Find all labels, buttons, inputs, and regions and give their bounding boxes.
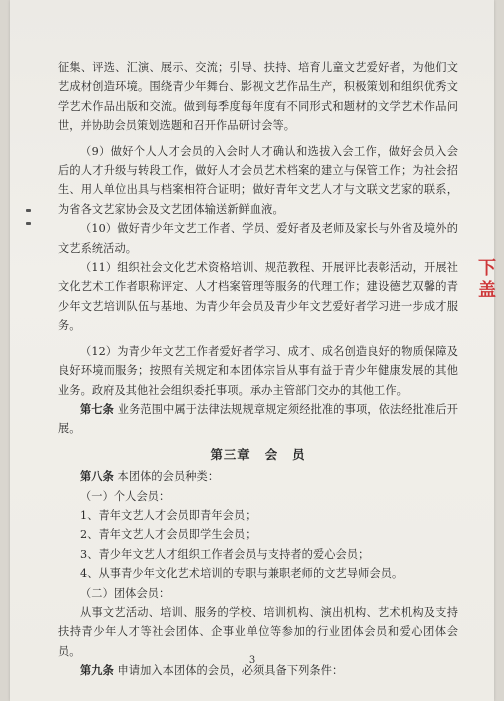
membership-type-group: （二）团体会员： xyxy=(80,586,171,600)
document-page xyxy=(10,0,494,701)
article-7-text: 业务范围中属于法律法规规章规定须经批准的事项，依法经批准后开展。 xyxy=(58,402,458,436)
list-item: 4、从事青少年文化艺术培训的专职与兼职老师的文艺导师会员。 xyxy=(80,567,404,581)
chapter-title-char-1: 会 xyxy=(264,446,279,462)
paragraph-item-10: （10）做好青少年文艺工作者、学员、爱好者及老师及家长与外省及境外的文艺系统活动。 xyxy=(58,222,458,255)
article-9-label: 第九条 xyxy=(80,663,114,678)
binder-hole-mark xyxy=(26,209,31,212)
page-number: 3 xyxy=(248,655,256,666)
article-7 xyxy=(58,400,458,439)
paragraph-continued: 征集、评选、汇演、展示、交流；引导、扶持、培育儿童文艺爱好者，为他们文艺成材创造环境。围绕青少年舞台、影视文艺作品生产，积极策划和组织优秀文学艺术作品出版和交流。做到每季度每年度有不同形式和题材的文学艺术作品问世，并协助会员策划选题和召开作品研讨会等。 xyxy=(58,61,458,133)
article-7-label: 第七条 xyxy=(80,401,115,416)
list-item: 2、青年文艺人才会员即学生会员； xyxy=(80,528,257,542)
paragraph-item-11: （11）组织社会文化艺术资格培训、规范教程、开展评比表彰活动，开展社文化艺术工作者职称评定、人才档案管理等服务的代理工作；建设德艺双馨的青少年文艺培训队伍与基地、为青少年会员及青少年文艺爱好者学习进一步成才服务。 xyxy=(58,261,458,333)
paragraph-item-9: （9）做好个人人才会员的入会时人才确认和选拔入会工作，做好会员入会后的人才升级与转段工作，做好人才会员艺术档案的建立与保管工作；为社会招生、用人单位出具与档案相符合证明；做好青年文艺人才与文联文艺家的联系，为省各文艺家协会及文艺团体输送新鲜血液。 xyxy=(58,144,458,216)
article-9-text: 申请加入本团体的会员，必须具备下列条件： xyxy=(117,664,344,678)
binder-hole-mark xyxy=(26,222,31,225)
list-item: 1、青年文艺人才会员即青年会员； xyxy=(80,508,257,522)
article-8-label: 第八条 xyxy=(80,469,114,484)
red-stamp-fragment: 下盖 xyxy=(478,258,496,301)
paragraph-item-12: （12）为青少年文艺工作者爱好者学习、成才、成名创造良好的物质保障及良好环境而服务；按照有关规定和本团体宗旨从事有益于青少年健康发展的其他业务。政府及其他社会组织委托事项。承办主管部门交办的其他工作。 xyxy=(58,344,458,397)
chapter-title-char-2: 员 xyxy=(292,446,306,462)
list-item: 3、青少年文艺人才组织工作者会员与支持者的爱心会员； xyxy=(80,547,370,561)
chapter-number: 第三章 xyxy=(210,446,251,462)
document-body xyxy=(58,58,458,681)
article-8 xyxy=(58,467,458,486)
membership-type-personal: （一）个人会员： xyxy=(80,489,171,503)
chapter-heading xyxy=(58,445,458,464)
group-member-description: 从事文艺活动、培训、服务的学校、培训机构、演出机构、艺术机构及支持扶持青少年人才等社会团体、企事业单位等参加的行业团体会员和爱心团体会员。 xyxy=(58,605,458,658)
article-8-text: 本团体的会员种类： xyxy=(117,470,220,484)
